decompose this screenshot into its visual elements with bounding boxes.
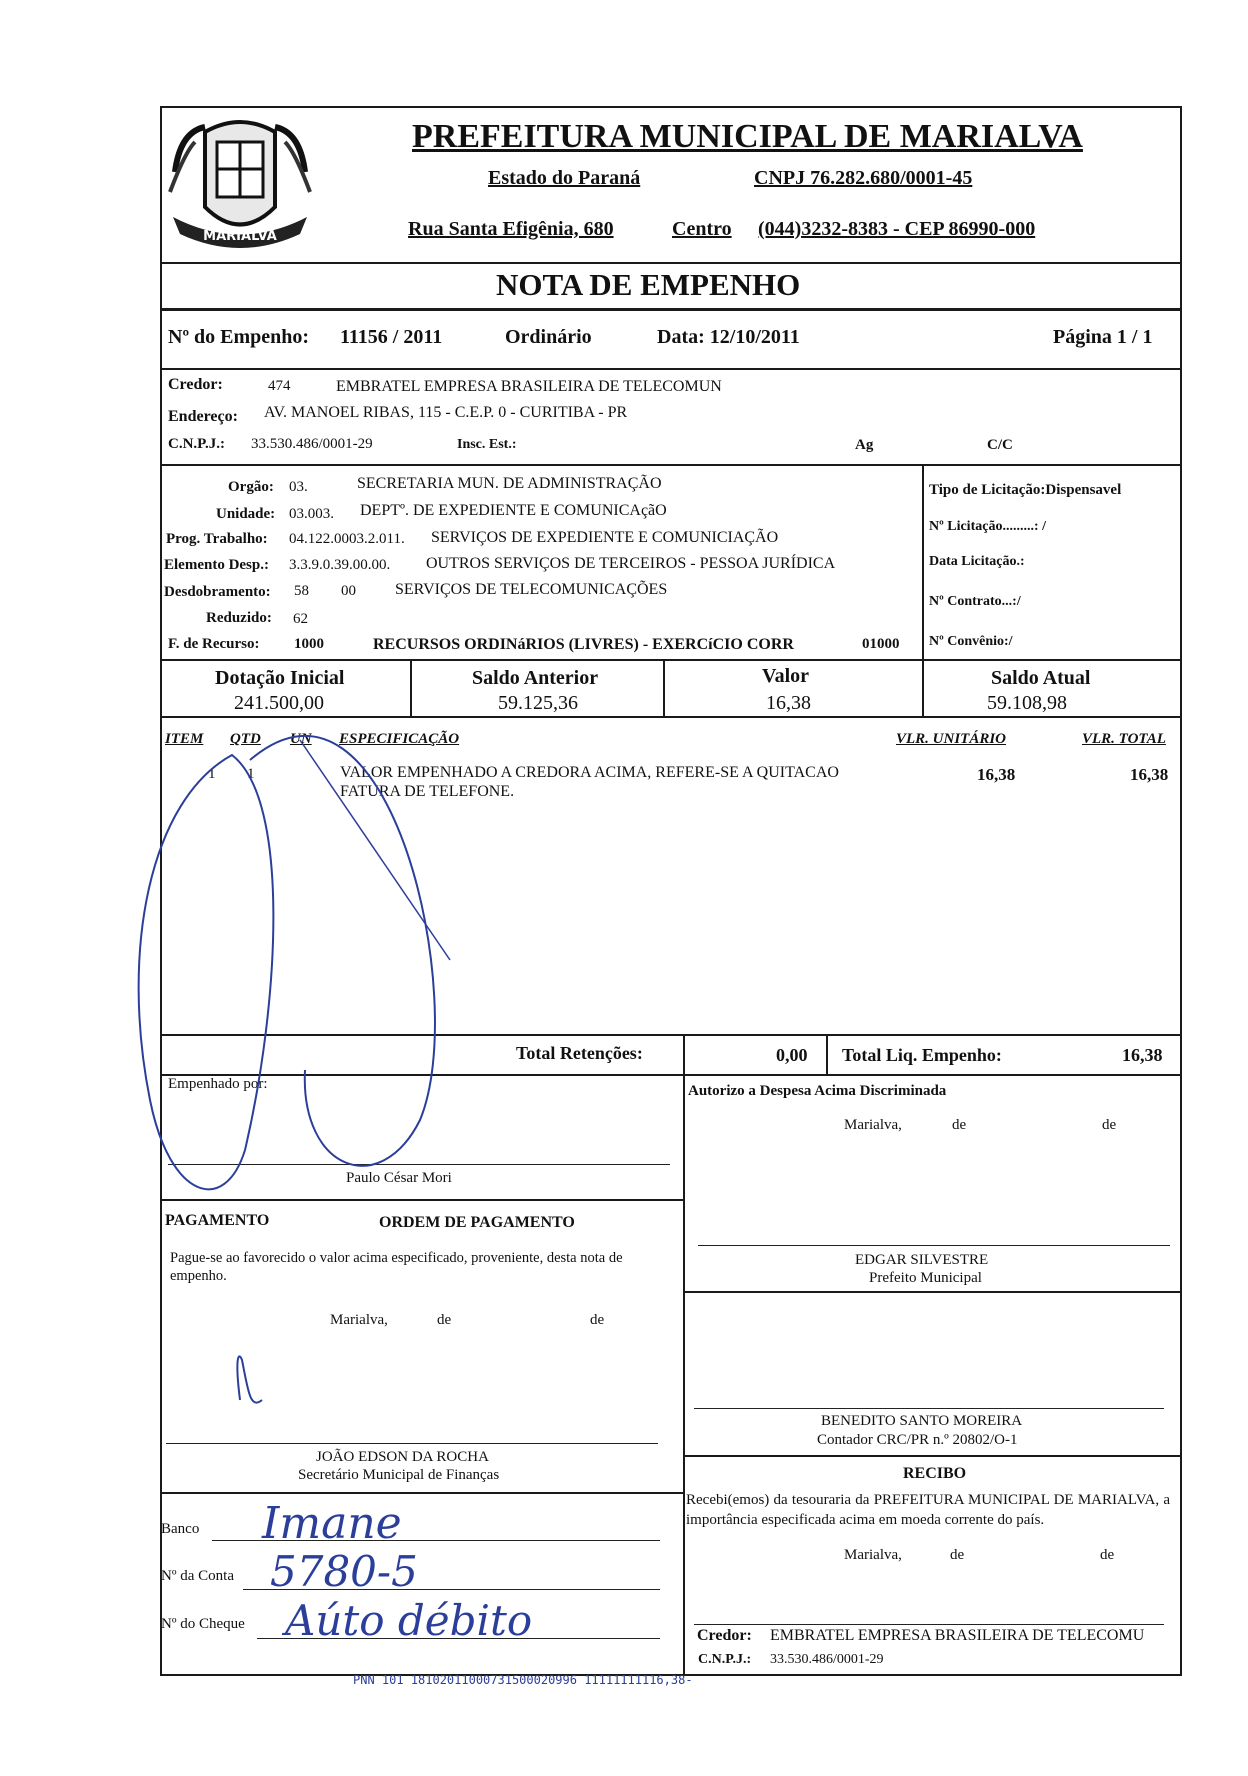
desdobramento-label: Desdobramento: [164, 584, 271, 600]
handwritten-cheque: Aúto débito [285, 1596, 533, 1645]
prog-desc: SERVIÇOS DE EXPEDIENTE E COMUNICIAÇÃO [431, 529, 779, 546]
insc-label: Insc. Est.: [457, 437, 517, 452]
reduzido-value: 62 [293, 611, 308, 627]
empenho-label: Nº do Empenho: [168, 326, 310, 348]
credor-cnpj: 33.530.486/0001-29 [251, 436, 373, 452]
saldo-anterior-label: Saldo Anterior [472, 667, 599, 689]
cnpj-label: C.N.P.J.: [168, 436, 225, 452]
address-label: Endereço: [168, 408, 238, 425]
prefeito-role: Prefeito Municipal [869, 1270, 982, 1286]
numero-licitacao: Nº Licitação.........: / [929, 519, 1046, 534]
reduzido-label: Reduzido: [206, 610, 272, 626]
unidade-desc: DEPTº. DE EXPEDIENTE E COMUNICAçãO [360, 502, 667, 519]
prog-code: 04.122.0003.2.011. [289, 531, 405, 547]
recibo-cnpj: 33.530.486/0001-29 [770, 1652, 884, 1667]
pagamento-de1: de [437, 1312, 452, 1328]
credor-code: 474 [268, 378, 291, 394]
recurso-number: 01000 [862, 636, 900, 652]
secretario-name: JOÃO EDSON DA ROCHA [316, 1449, 489, 1465]
recibo-de1: de [950, 1547, 965, 1563]
recurso-desc: RECURSOS ORDINáRIOS (LIVRES) - EXERCíCIO CORR [373, 636, 794, 653]
tipo-licitacao: Tipo de Licitação:Dispensavel [929, 482, 1122, 498]
recibo-cnpj-label: C.N.P.J.: [698, 1652, 752, 1667]
valor-value: 16,38 [766, 692, 811, 714]
recurso-code: 1000 [294, 636, 324, 652]
page-title: PREFEITURA MUNICIPAL DE MARIALVA [412, 118, 1083, 155]
handwritten-conta: 5780-5 [270, 1547, 418, 1596]
autorizo-de2: de [1102, 1117, 1117, 1133]
pagamento-city: Marialva, [330, 1312, 388, 1328]
row-qtd: 1 [247, 766, 255, 782]
handwritten-banco: Imane [262, 1498, 402, 1549]
row-spec-line1: VALOR EMPENHADO A CREDORA ACIMA, REFERE-SE A QUITACAO [340, 764, 839, 781]
district: Centro [672, 218, 732, 240]
autorizo-title: Autorizo a Despesa Acima Discriminada [688, 1083, 947, 1099]
orgao-label: Orgão: [228, 479, 274, 495]
col-qtd: QTD [230, 731, 261, 747]
secretario-role: Secretário Municipal de Finanças [298, 1467, 500, 1483]
total-liq-label: Total Liq. Empenho: [842, 1045, 1002, 1065]
desdobramento-desc: SERVIÇOS DE TELECOMUNICAÇÕES [395, 581, 668, 598]
header-cnpj: CNPJ 76.282.680/0001-45 [754, 167, 973, 189]
elemento-code: 3.3.9.0.39.00.00. [289, 557, 391, 573]
contador-name: BENEDITO SANTO MOREIRA [821, 1413, 1023, 1429]
saldo-atual-value: 59.108,98 [987, 692, 1067, 714]
col-item: ITEM [165, 731, 204, 747]
row-spec-line2: FATURA DE TELEFONE. [340, 783, 515, 800]
row-item: 1 [208, 766, 216, 782]
elemento-label: Elemento Desp.: [164, 557, 269, 573]
dotacao-value: 241.500,00 [234, 692, 324, 714]
empenhado-label: Empenhado por: [168, 1076, 268, 1092]
recibo-de2: de [1100, 1547, 1115, 1563]
empenho-type: Ordinário [505, 326, 592, 348]
dotacao-label: Dotação Inicial [215, 667, 345, 689]
retencoes-value: 0,00 [776, 1045, 808, 1065]
contador-role: Contador CRC/PR n.º 20802/O-1 [817, 1432, 1018, 1448]
page-number: Página 1 / 1 [1053, 326, 1153, 348]
valor-label: Valor [762, 665, 810, 687]
barcode-text: PNN 101 18102011000731500020996 11111111116,38- [353, 1673, 693, 1687]
banco-label: Banco [161, 1521, 200, 1537]
numero-convenio: Nº Convênio:/ [929, 634, 1013, 649]
conta-label: Nº da Conta [161, 1568, 234, 1584]
credor-name: EMBRATEL EMPRESA BRASILEIRA DE TELECOMUN [336, 378, 722, 395]
cc-label: C/C [987, 437, 1013, 453]
cheque-label: Nº do Cheque [161, 1616, 245, 1632]
recibo-credor: EMBRATEL EMPRESA BRASILEIRA DE TELECOMU [770, 1627, 1145, 1644]
numero-contrato: Nº Contrato...:/ [929, 594, 1021, 609]
pagamento-text: Pague-se ao favorecido o valor acima especificado, proveniente, desta nota de empenho. [170, 1250, 623, 1284]
orgao-code: 03. [289, 479, 308, 495]
autorizo-de1: de [952, 1117, 967, 1133]
recibo-credor-label: Credor: [697, 1627, 752, 1644]
unidade-code: 03.003. [289, 506, 334, 522]
saldo-atual-label: Saldo Atual [991, 667, 1091, 689]
col-un: UN [290, 731, 312, 747]
phone-cep: (044)3232-8383 - CEP 86990-000 [758, 218, 1036, 240]
prog-label: Prog. Trabalho: [166, 531, 268, 547]
credor-label: Credor: [168, 376, 223, 393]
desdobramento-a: 58 [294, 583, 309, 599]
col-especificacao: ESPECIFICAÇÃO [339, 731, 460, 747]
data-licitacao: Data Licitação.: [929, 554, 1025, 569]
recibo-text: Recebi(emos) da tesouraria da PREFEITURA MUNICIPAL DE MARIALVA, a importância especificada acima em moeda corrente do país. [686, 1492, 1170, 1528]
credor-address: AV. MANOEL RIBAS, 115 - C.E.P. 0 - CURITIBA - PR [264, 404, 628, 421]
orgao-desc: SECRETARIA MUN. DE ADMINISTRAÇÃO [357, 475, 662, 492]
col-vlr-total: VLR. TOTAL [1082, 731, 1166, 747]
ag-label: Ag [855, 437, 874, 453]
saldo-anterior-value: 59.125,36 [498, 692, 578, 714]
unidade-label: Unidade: [216, 506, 276, 522]
ordem-pagamento-title: ORDEM DE PAGAMENTO [379, 1214, 575, 1231]
recurso-label: F. de Recurso: [168, 636, 260, 652]
total-liq-value: 16,38 [1122, 1045, 1163, 1065]
coat-text: MARIALVA [203, 229, 277, 244]
empenho-number: 11156 / 2011 [340, 326, 443, 348]
elemento-desc: OUTROS SERVIÇOS DE TERCEIROS - PESSOA JURÍDICA [426, 555, 836, 572]
empenhado-name: Paulo César Mori [346, 1170, 452, 1186]
recibo-city: Marialva, [844, 1547, 902, 1563]
pagamento-de2: de [590, 1312, 605, 1328]
prefeito-name: EDGAR SILVESTRE [855, 1252, 989, 1268]
street-address: Rua Santa Efigênia, 680 [408, 218, 614, 240]
state-name: Estado do Paraná [488, 167, 641, 189]
empenho-date: Data: 12/10/2011 [657, 326, 800, 348]
desdobramento-b: 00 [341, 583, 356, 599]
retencoes-label: Total Retenções: [516, 1043, 643, 1063]
autorizo-city: Marialva, [844, 1117, 902, 1133]
row-vlr-total: 16,38 [1130, 765, 1169, 784]
pagamento-label: PAGAMENTO [165, 1212, 270, 1229]
row-vlr-unitario: 16,38 [977, 765, 1016, 784]
col-vlr-unitario: VLR. UNITÁRIO [896, 731, 1007, 747]
recibo-title: RECIBO [903, 1465, 967, 1482]
doc-title: NOTA DE EMPENHO [496, 267, 801, 302]
